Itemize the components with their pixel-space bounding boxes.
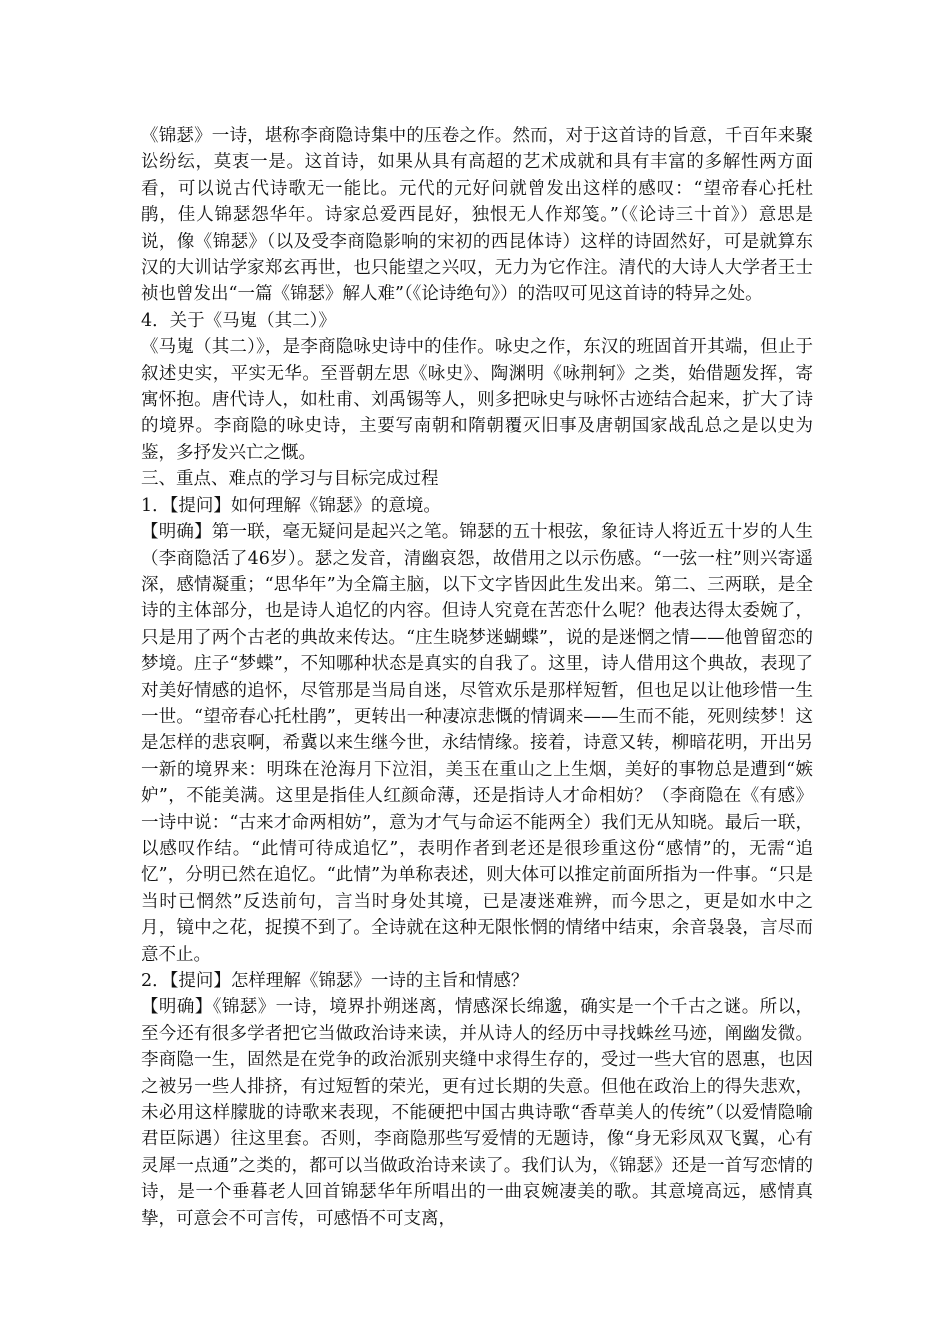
question-1: 1．【提问】如何理解《锦瑟》的意境。: [141, 495, 441, 516]
paragraph-mawei: 《马嵬（其二）》，是李商隐咏史诗中的佳作。咏史之作，东汉的班固首开其端，但止于叙述史实，平实无华。至晋朝左思《咏史》、陶渊明《咏荆轲》之类，始借题发挥，寄寓怀抱。唐代诗人，如杜甫、刘禹锡等人，则多把咏史与咏怀古迹结合起来，扩大了诗的境界。李商隐的咏史诗，主要写南朝和隋朝覆灭旧事及唐朝国家战乱总之是以史为鉴，多抒发兴亡之慨。: [141, 337, 813, 463]
answer-1: 【明确】第一联，毫无疑问是起兴之笔。锦瑟的五十根弦，象征诗人将近五十岁的人生（李商隐活了46岁）。瑟之发音，清幽哀怨，故借用之以示伤感。“一弦一柱”则兴寄遥深，感情凝重；“思华年”为全篇主脑，以下文字皆因此生发出来。第二、三两联，是全诗的主体部分，也是诗人追忆的内容。但诗人究竟在苦恋什么呢？他表达得太委婉了，只是用了两个古老的典故来传达。“庄生晓梦迷蝴蝶”，说的是迷惘之情——他曾留恋的梦境。庄子“梦蝶”，不知哪种状态是真实的自我了。这里，诗人借用这个典故，表现了对美好情感的追怀，尽管那是当局自迷，尽管欢乐是那样短暂，但也足以让他珍惜一生一世。“望帝春心托杜鹃”，更转出一种凄凉悲慨的情调来——生而不能，死则续梦！这是怎样的悲哀啊，希冀以来生继今世，永结情缘。接着，诗意又转，柳暗花明，开出另一新的境界来：明珠在沧海月下泣泪，美玉在重山之上生烟，美好的事物总是遭到“嫉妒”，不能美满。这里是指佳人红颜命薄，还是指诗人才命相妨？（李商隐在《有感》一诗中说：“古来才命两相妨”，意为才气与命运不能两全）我们无从知晓。最后一联，以感叹作结。“此情可待成追忆”，表明作者到老还是很珍重这份“感情”的，无需“追忆”，分明已然在追忆。“此情”为单称表述，则大体可以推定前面所指为一件事。“只是当时已惘然”反迭前句，言当时身处其境，已是凄迷难辨，而今思之，更是如水中之月，镜中之花，捉摸不到了。全诗就在这种无限怅惘的情绪中结束，余音袅袅，言尽而意不止。: [141, 522, 813, 965]
paragraph-jinse-intro: 《锦瑟》一诗，堪称李商隐诗集中的压卷之作。然而，对于这首诗的旨意，千百年来聚讼纷纭，莫衷一是。这首诗，如果从具有高超的艺术成就和具有丰富的多解性两方面看，可以说古代诗歌无一能比。元代的元好问就曾发出这样的感叹：“望帝春心托杜鹃，佳人锦瑟怨华年。诗家总爱西昆好，独恨无人作郑笺。”（《论诗三十首》）意思是说，像《锦瑟》（以及受李商隐影响的宋初的西昆体诗）这样的诗固然好，可是就算东汉的大训诂学家郑玄再世，也只能望之兴叹，无力为它作注。清代的大诗人大学者王士祯也曾发出“一篇《锦瑟》解人难”（《论诗绝句》）的浩叹可见这首诗的特异之处。: [141, 126, 813, 305]
section-heading-mawei: 4．关于《马嵬（其二）》: [141, 310, 336, 331]
question-2: 2．【提问】怎样理解《锦瑟》一诗的主旨和情感？: [141, 971, 529, 991]
answer-2: 【明确】《锦瑟》一诗，境界扑朔迷离，情感深长绵邈，确实是一个千古之谜。所以，至今还有很多学者把它当做政治诗来读，并从诗人的经历中寻找蛛丝马迹，阐幽发微。李商隐一生，固然是在党争的政治派别夹缝中求得生存的，受过一些大官的恩惠，也因之被另一些人排挤，有过短暂的荣光，更有过长期的失意。但他在政治上的得失悲欢，未必用这样朦胧的诗歌来表现，不能硬把中国古典诗歌“香草美人的传统”（以爱情隐喻君臣际遇）往这里套。否则，李商隐那些写爱情的无题诗，像“身无彩凤双飞翼，心有灵犀一点通”之类的，都可以当做政治诗来读了。我们认为，《锦瑟》还是一首写恋情的诗，是一个垂暮老人回首锦瑟华年所唱出的一曲哀婉凄美的歌。其意境高远，感情真挚，可意会不可言传，可感悟不可支离，: [141, 997, 813, 1229]
document-body: [141, 123, 813, 1232]
section-heading-key-points: 三、重点、难点的学习与目标完成过程: [141, 469, 439, 490]
